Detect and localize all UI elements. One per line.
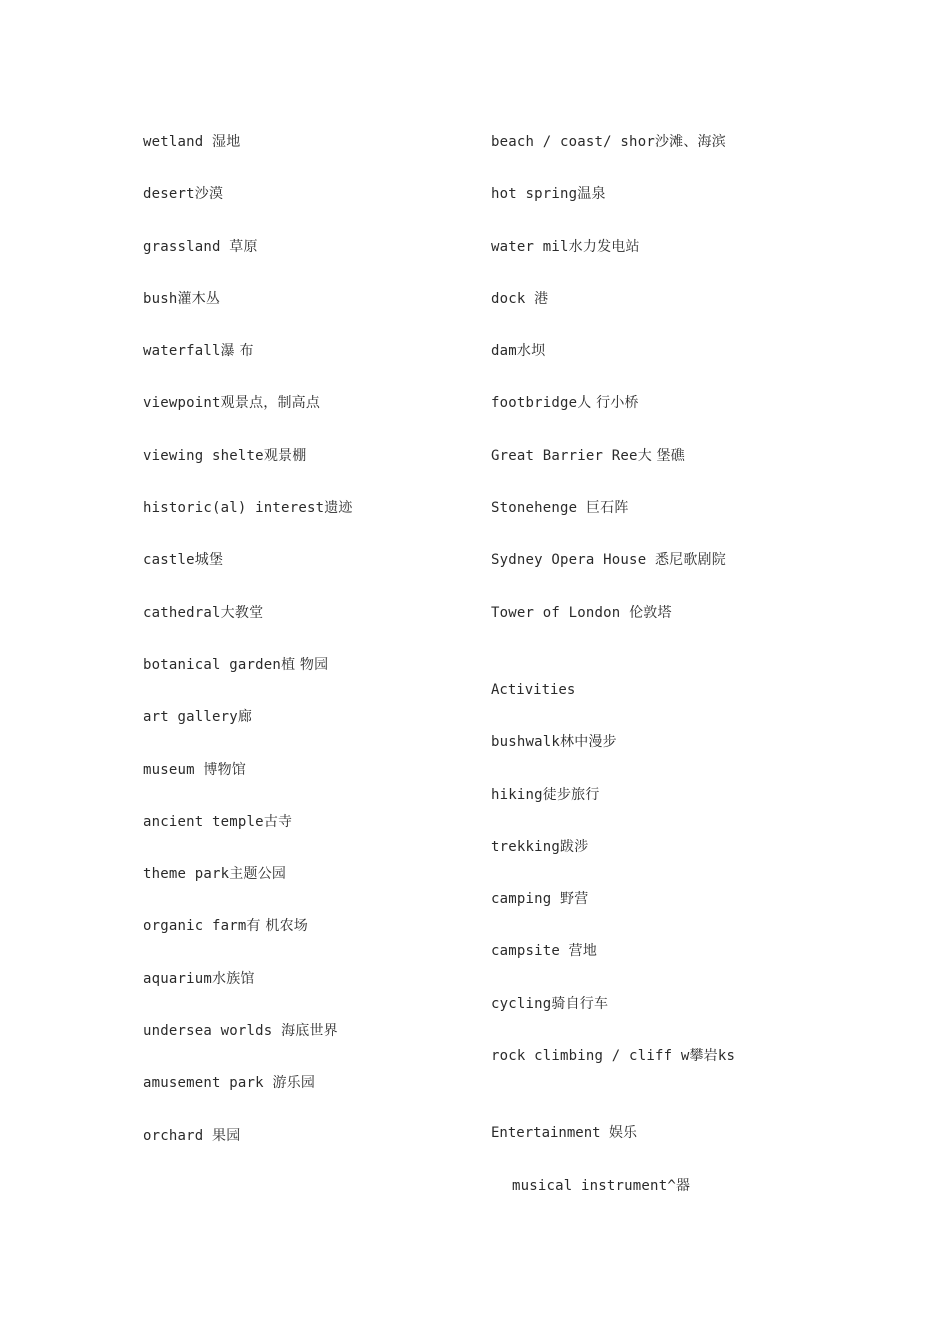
vocab-entry: rock climbing / cliff w攀岩ks: [491, 1048, 736, 1065]
vocab-entry: campsite 营地: [491, 943, 598, 960]
vocab-entry: organic farm有 机农场: [143, 918, 308, 935]
vocab-entry: museum 博物馆: [143, 761, 247, 778]
vocab-entry: art gallery廊: [143, 709, 253, 726]
vocab-entry: Great Barrier Ree大 堡礁: [491, 447, 685, 464]
entertainment-heading: Entertainment 娱乐: [491, 1125, 638, 1142]
vocab-entry: water mil水力发电站: [491, 238, 640, 255]
right-vocabulary-column: [491, 131, 911, 1227]
vocab-entry: historic(al) interest遗迹: [143, 500, 353, 517]
vocab-entry: beach / coast/ shor沙滩、海滨: [491, 134, 726, 150]
left-vocabulary-column: [143, 131, 463, 1177]
vocab-entry: musical instrument^器: [512, 1177, 691, 1194]
vocab-entry: dock 港: [491, 290, 549, 307]
vocab-entry: castle城堡: [143, 552, 224, 569]
vocab-entry: footbridge人 行小桥: [491, 395, 639, 412]
vocab-entry: undersea worlds 海底世界: [143, 1023, 338, 1040]
vocab-entry: wetland 湿地: [143, 134, 241, 150]
section-spacer: [491, 1097, 911, 1122]
vocab-entry: grassland 草原: [143, 238, 258, 255]
vocab-entry: cathedral大教堂: [143, 604, 264, 621]
vocab-entry: aquarium水族馆: [143, 970, 255, 987]
vocab-entry: hot spring温泉: [491, 186, 606, 203]
vocab-entry: camping 野营: [491, 891, 589, 908]
vocab-entry: amusement park 游乐园: [143, 1075, 316, 1092]
vocab-entry: desert沙漠: [143, 186, 224, 203]
vocab-entry: theme park主题公园: [143, 866, 287, 883]
vocab-entry: Stonehenge 巨石阵: [491, 500, 629, 517]
vocab-entry: viewpoint观景点，制高点: [143, 395, 321, 412]
vocab-entry: viewing shelte观景棚: [143, 447, 307, 464]
vocab-entry: Tower of London 伦敦塔: [491, 604, 672, 621]
vocab-entry: dam水坝: [491, 343, 546, 360]
vocab-entry: hiking徒步旅行: [491, 786, 600, 803]
section-spacer: [491, 654, 911, 679]
vocab-entry: Sydney Opera House 悉尼歌剧院: [491, 552, 726, 569]
vocab-entry: waterfall瀑 布: [143, 343, 254, 360]
vocab-entry: botanical garden植 物园: [143, 656, 329, 673]
vocab-entry: trekking跋涉: [491, 838, 589, 855]
vocab-entry: bushwalk林中漫步: [491, 734, 617, 751]
activities-heading: Activities: [491, 681, 576, 698]
vocab-entry: bush灌木丛: [143, 290, 221, 307]
vocab-entry: orchard 果园: [143, 1127, 241, 1144]
vocab-entry: ancient temple古寺: [143, 813, 293, 830]
vocab-entry: cycling骑自行车: [491, 995, 609, 1012]
